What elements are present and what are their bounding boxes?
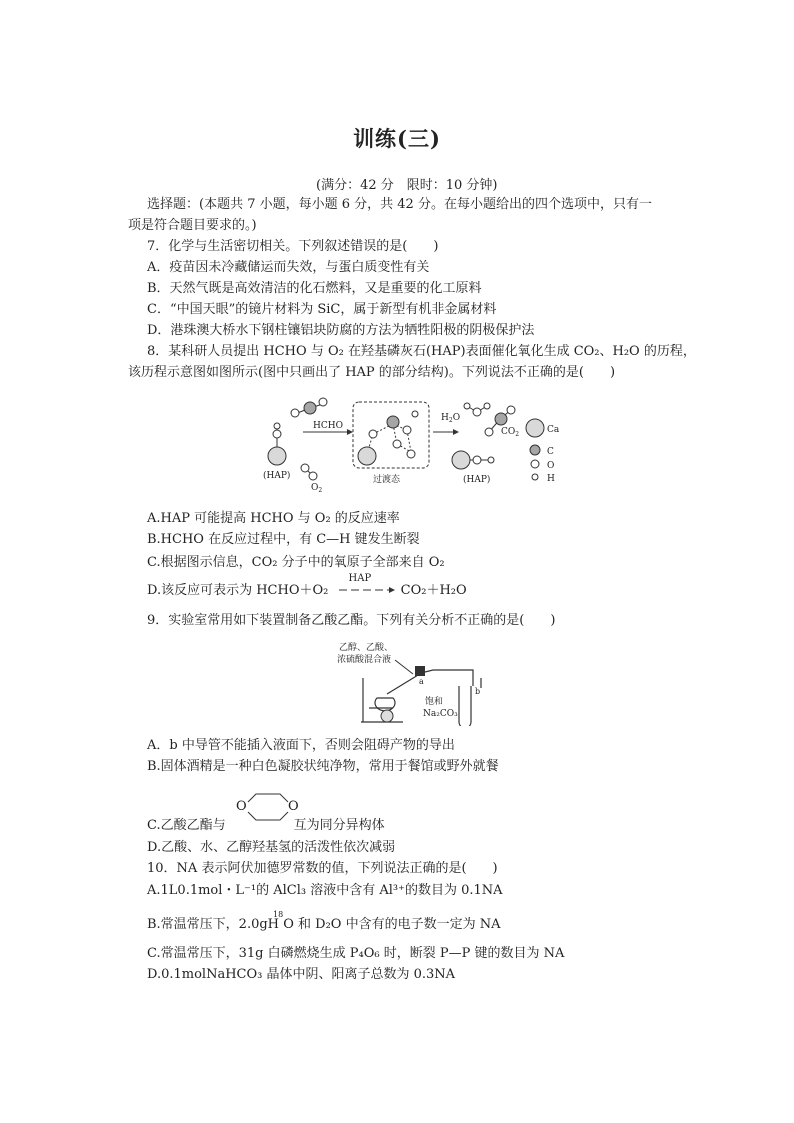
q8-d-reactants: D.该反应可表示为 HCHO＋O₂ <box>147 583 329 598</box>
q7-option-a: A．疫苗因未冷藏储运而失效，与蛋白质变性有关 <box>147 260 430 275</box>
q10-b-isotope: 18 <box>273 910 284 919</box>
q8-option-a: A.HAP 可能提高 HCHO 与 O₂ 的反应速率 <box>147 511 400 526</box>
legend-o: O <box>547 461 555 471</box>
hcho-label: HCHO <box>313 421 343 431</box>
q8-stem-line-1: 8．某科研人员提出 HCHO 与 O₂ 在羟基磷灰石(HAP)表面催化氧化生成 CO₂、H₂O 的历程， <box>147 344 696 359</box>
q9-option-a: A．b 中导管不能插入液面下，否则会阻碍产物的导出 <box>147 738 455 753</box>
apparatus-label-saturated: 饱和 <box>425 697 444 707</box>
q10-stem: 10．NA 表示阿伏加德罗常数的值，下列说法正确的是( ) <box>147 861 498 876</box>
legend-c: C <box>547 447 554 457</box>
q10-option-b <box>147 912 500 933</box>
q8-d-catalyst: HAP <box>348 573 372 584</box>
intro-line-1: 选择题：(本题共 7 小题，每小题 6 分，共 42 分。在每小题给出的四个选项中，只有一 <box>147 197 652 212</box>
q8-option-b: B.HCHO 在反应过程中，有 C—H 键发生断裂 <box>147 532 420 547</box>
q9-c-prefix: C.乙酸乙酯与 <box>147 818 226 833</box>
page-title: 训练(三) <box>353 126 441 151</box>
ring-oxygen-right: O <box>288 799 299 814</box>
q10-option-c: C.常温常压下，31g 白磷燃烧生成 P₄O₆ 时，断裂 P—P 键的数目为 NA <box>147 946 565 961</box>
apparatus-label-2: 浓硫酸混合液 <box>337 655 392 665</box>
q8-stem-line-2: 该历程示意图如图所示(图中只画出了 HAP 的部分结构)。下列说法不正确的是( ) <box>128 365 616 380</box>
q7-option-d: D．港珠澳大桥水下钢柱镶铝块防腐的方法为牺牲阳极的阴极保护法 <box>147 323 535 338</box>
q7-stem: 7．化学与生活密切相关。下列叙述错误的是( ) <box>147 239 439 254</box>
q9-option-d: D.乙酸、水、乙醇羟基氢的活泼性依次减弱 <box>147 840 396 855</box>
q8-option-c: C.根据图示信息，CO₂ 分子中的氧原子全部来自 O₂ <box>147 555 445 570</box>
q10-option-a: A.1L0.1mol・L⁻¹的 AlCl₃ 溶液中含有 Al³⁺的数目为 0.1NA <box>147 883 503 898</box>
q10-b-post: O 和 D₂O 中含有的电子数一定为 NA <box>283 917 501 932</box>
apparatus-label-a: a <box>419 677 424 686</box>
apparatus-label-b: b <box>475 687 481 696</box>
h2o-label: $H_2O$ <box>441 413 461 424</box>
transition-state-label: 过渡态 <box>373 475 401 485</box>
q10-b-pre: B.常温常压下，2.0gH <box>147 917 280 932</box>
apparatus-label-na2co3: Na₂CO₃ <box>423 709 458 719</box>
intro-line-2: 项是符合题目要求的。) <box>128 218 257 233</box>
q9-stem: 9．实验室常用如下装置制备乙酸乙酯。下列有关分析不正确的是( ) <box>147 613 556 628</box>
exam-meta: (满分：42 分 限时：10 分钟) <box>316 178 498 193</box>
apparatus-label-1: 乙醇、乙酸、 <box>339 643 394 653</box>
legend-h: H <box>547 474 555 484</box>
legend-ca: Ca <box>547 425 560 435</box>
q7-option-c: C．“中国天眼”的镜片材料为 SiC，属于新型有机非金属材料 <box>147 302 497 317</box>
hap-label-right: (HAP) <box>463 475 491 485</box>
q7-option-b: B．天然气既是高效清洁的化石燃料，又是重要的化工原料 <box>147 281 482 296</box>
q9-option-b: B.固体酒精是一种白色凝胶状纯净物，常用于餐馆或野外就餐 <box>147 759 499 774</box>
co2-label: $CO_2$ <box>501 427 520 438</box>
ca-atom <box>268 447 286 465</box>
reaction-arrow-icon <box>333 582 397 599</box>
q9-c-suffix: 互为同分异构体 <box>293 818 385 833</box>
o2-label: $O_2$ <box>311 483 323 494</box>
q9-option-c <box>147 817 385 834</box>
q8-d-products: CO₂＋H₂O <box>400 583 467 598</box>
ring-oxygen-left: O <box>236 799 247 814</box>
q8-option-d <box>147 573 467 599</box>
reaction-mechanism-figure <box>255 396 565 496</box>
q10-option-d: D.0.1molNaHCO₃ 晶体中阴、阳离子总数为 0.3NA <box>147 967 456 982</box>
hap-label-left: (HAP) <box>263 471 291 481</box>
apparatus-figure <box>333 638 503 726</box>
